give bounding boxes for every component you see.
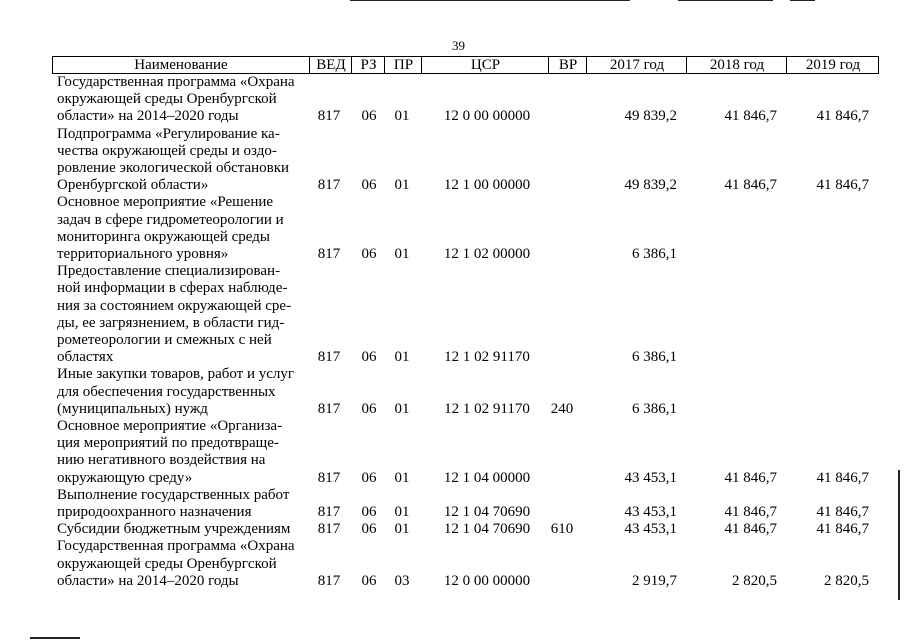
cell-vr: 610 — [550, 521, 574, 538]
cell-ved: 817 — [317, 400, 341, 417]
cell-rz: 06 — [361, 521, 377, 538]
cell-2019 — [782, 401, 869, 418]
header-csr: ЦСР — [421, 57, 549, 73]
cell-2018: 41 846,7 — [724, 521, 777, 538]
budget-table — [52, 56, 879, 596]
table-row — [52, 366, 879, 418]
cell-vr — [542, 349, 582, 366]
cell-rz: 06 — [361, 572, 377, 589]
cell-csr: 12 1 02 00000 — [443, 246, 531, 262]
cell-2018 — [692, 349, 777, 366]
cell-2019: 41 846,7 — [816, 504, 869, 520]
cell-rz: 06 — [361, 349, 377, 366]
cell-pr: 01 — [394, 349, 410, 366]
cell-name: Предоставление специализирован- ной информации в сферах наблюде- ния за состоянием окружающей сре- ды, ее загрязнением, в области гид- рометеорологии и смежных с ней областях — [57, 263, 292, 366]
cell-pr: 01 — [394, 504, 410, 520]
cell-2018: 41 846,7 — [724, 469, 777, 486]
cell-name: Основное мероприятие «Решение задач в сфере гидрометеорологии и мониторинга окружающей среды территориального уровня» — [57, 194, 284, 262]
cell-pr: 01 — [394, 108, 410, 125]
cell-2019 — [782, 349, 869, 366]
cell-vr — [542, 573, 582, 590]
cell-csr: 12 0 00 00000 — [443, 108, 531, 125]
cell-2018 — [692, 246, 777, 263]
cell-name: Государственная программа «Охрана окружающей среды Оренбургской области» на 2014–2020 годы — [57, 538, 295, 589]
cell-2018: 2 820,5 — [732, 572, 777, 589]
cell-2018: 41 846,7 — [724, 177, 777, 194]
cell-rz: 06 — [361, 469, 377, 486]
cell-2017: 49 839,2 — [624, 177, 677, 194]
cell-2017: 49 839,2 — [624, 108, 677, 125]
cell-2019: 41 846,7 — [816, 521, 869, 538]
header-vr: ВР — [548, 57, 587, 73]
cell-vr — [542, 470, 582, 487]
cell-2017: 6 386,1 — [632, 246, 677, 262]
scan-artifact-line — [790, 0, 815, 1]
cell-name: Подпрограмма «Регулирование ка- чества окружающей среды и оздо- ровление экологической обстановки Оренбургской области» — [57, 125, 290, 194]
cell-pr: 01 — [394, 177, 410, 194]
scan-artifact-line — [30, 637, 80, 639]
cell-name: Иные закупки товаров, работ и услуг для обеспечения государственных (муниципальных) нужд — [57, 366, 295, 417]
cell-vr: 240 — [550, 400, 574, 417]
cell-csr: 12 1 04 00000 — [443, 469, 531, 486]
cell-name: Выполнение государственных работ природоохранного назначения — [57, 486, 290, 520]
cell-vr — [542, 246, 582, 263]
cell-2019: 41 846,7 — [816, 177, 869, 194]
cell-pr: 01 — [394, 246, 410, 262]
cell-ved: 817 — [317, 177, 341, 194]
page-number: 39 — [452, 38, 465, 53]
cell-2019: 41 846,7 — [816, 469, 869, 486]
table-row — [52, 263, 879, 366]
header-rz: РЗ — [351, 57, 385, 73]
cell-2019 — [782, 246, 869, 263]
cell-pr: 03 — [394, 572, 410, 589]
cell-ved: 817 — [317, 246, 341, 262]
cell-2017: 2 919,7 — [632, 572, 677, 589]
cell-rz: 06 — [361, 504, 377, 520]
cell-rz: 06 — [361, 400, 377, 417]
cell-2017: 6 386,1 — [632, 400, 677, 417]
cell-rz: 06 — [361, 108, 377, 125]
cell-rz: 06 — [361, 246, 377, 262]
header-name: Наименование — [134, 57, 228, 73]
cell-2017: 43 453,1 — [624, 504, 677, 520]
cell-pr: 01 — [394, 400, 410, 417]
cell-pr: 01 — [394, 521, 410, 538]
scan-artifact-line — [898, 470, 900, 600]
cell-ved: 817 — [317, 349, 341, 366]
table-row — [52, 126, 879, 195]
cell-2017: 43 453,1 — [624, 469, 677, 486]
table-row — [52, 194, 879, 263]
cell-2018 — [692, 401, 777, 418]
table-row — [52, 74, 879, 126]
cell-vr — [542, 504, 582, 521]
cell-2017: 43 453,1 — [624, 521, 677, 538]
cell-vr — [542, 177, 582, 194]
cell-csr: 12 1 00 00000 — [443, 177, 531, 194]
cell-csr: 12 1 02 91170 — [444, 349, 530, 366]
cell-ved: 817 — [317, 469, 341, 486]
cell-2018: 41 846,7 — [724, 504, 777, 520]
cell-pr: 01 — [394, 469, 410, 486]
cell-name: Субсидии бюджетным учреждениям — [57, 521, 291, 538]
table-row — [52, 418, 879, 487]
cell-2017: 6 386,1 — [632, 349, 677, 366]
table-row — [52, 538, 879, 590]
cell-ved: 817 — [317, 108, 341, 125]
cell-vr — [542, 108, 582, 125]
cell-ved: 817 — [317, 521, 341, 538]
cell-2019: 41 846,7 — [816, 108, 869, 125]
table-row — [52, 521, 879, 538]
cell-2019: 2 820,5 — [824, 572, 869, 589]
header-2019: 2019 год — [786, 57, 879, 73]
cell-ved: 817 — [317, 572, 341, 589]
cell-csr: 12 1 04 70690 — [443, 521, 531, 538]
header-ved: ВЕД — [309, 57, 352, 73]
cell-csr: 12 1 02 91170 — [444, 400, 530, 417]
table-row — [52, 487, 879, 521]
scan-artifact-line — [350, 0, 630, 1]
cell-csr: 12 1 04 70690 — [443, 504, 531, 520]
header-pr: ПР — [384, 57, 422, 73]
cell-csr: 12 0 00 00000 — [443, 572, 531, 589]
cell-ved: 817 — [317, 504, 341, 520]
cell-2018: 41 846,7 — [724, 108, 777, 125]
header-2017: 2017 год — [586, 57, 687, 73]
cell-name: Основное мероприятие «Организа- ция мероприятий по предотвраще- нию негативного воздействия на окружающую среду» — [57, 418, 283, 486]
cell-rz: 06 — [361, 177, 377, 194]
cell-name: Государственная программа «Охрана окружающей среды Оренбургской области» на 2014–2020 годы — [57, 74, 295, 125]
scan-artifact-line — [678, 0, 773, 1]
table-header — [52, 56, 879, 74]
header-2018: 2018 год — [686, 57, 787, 73]
